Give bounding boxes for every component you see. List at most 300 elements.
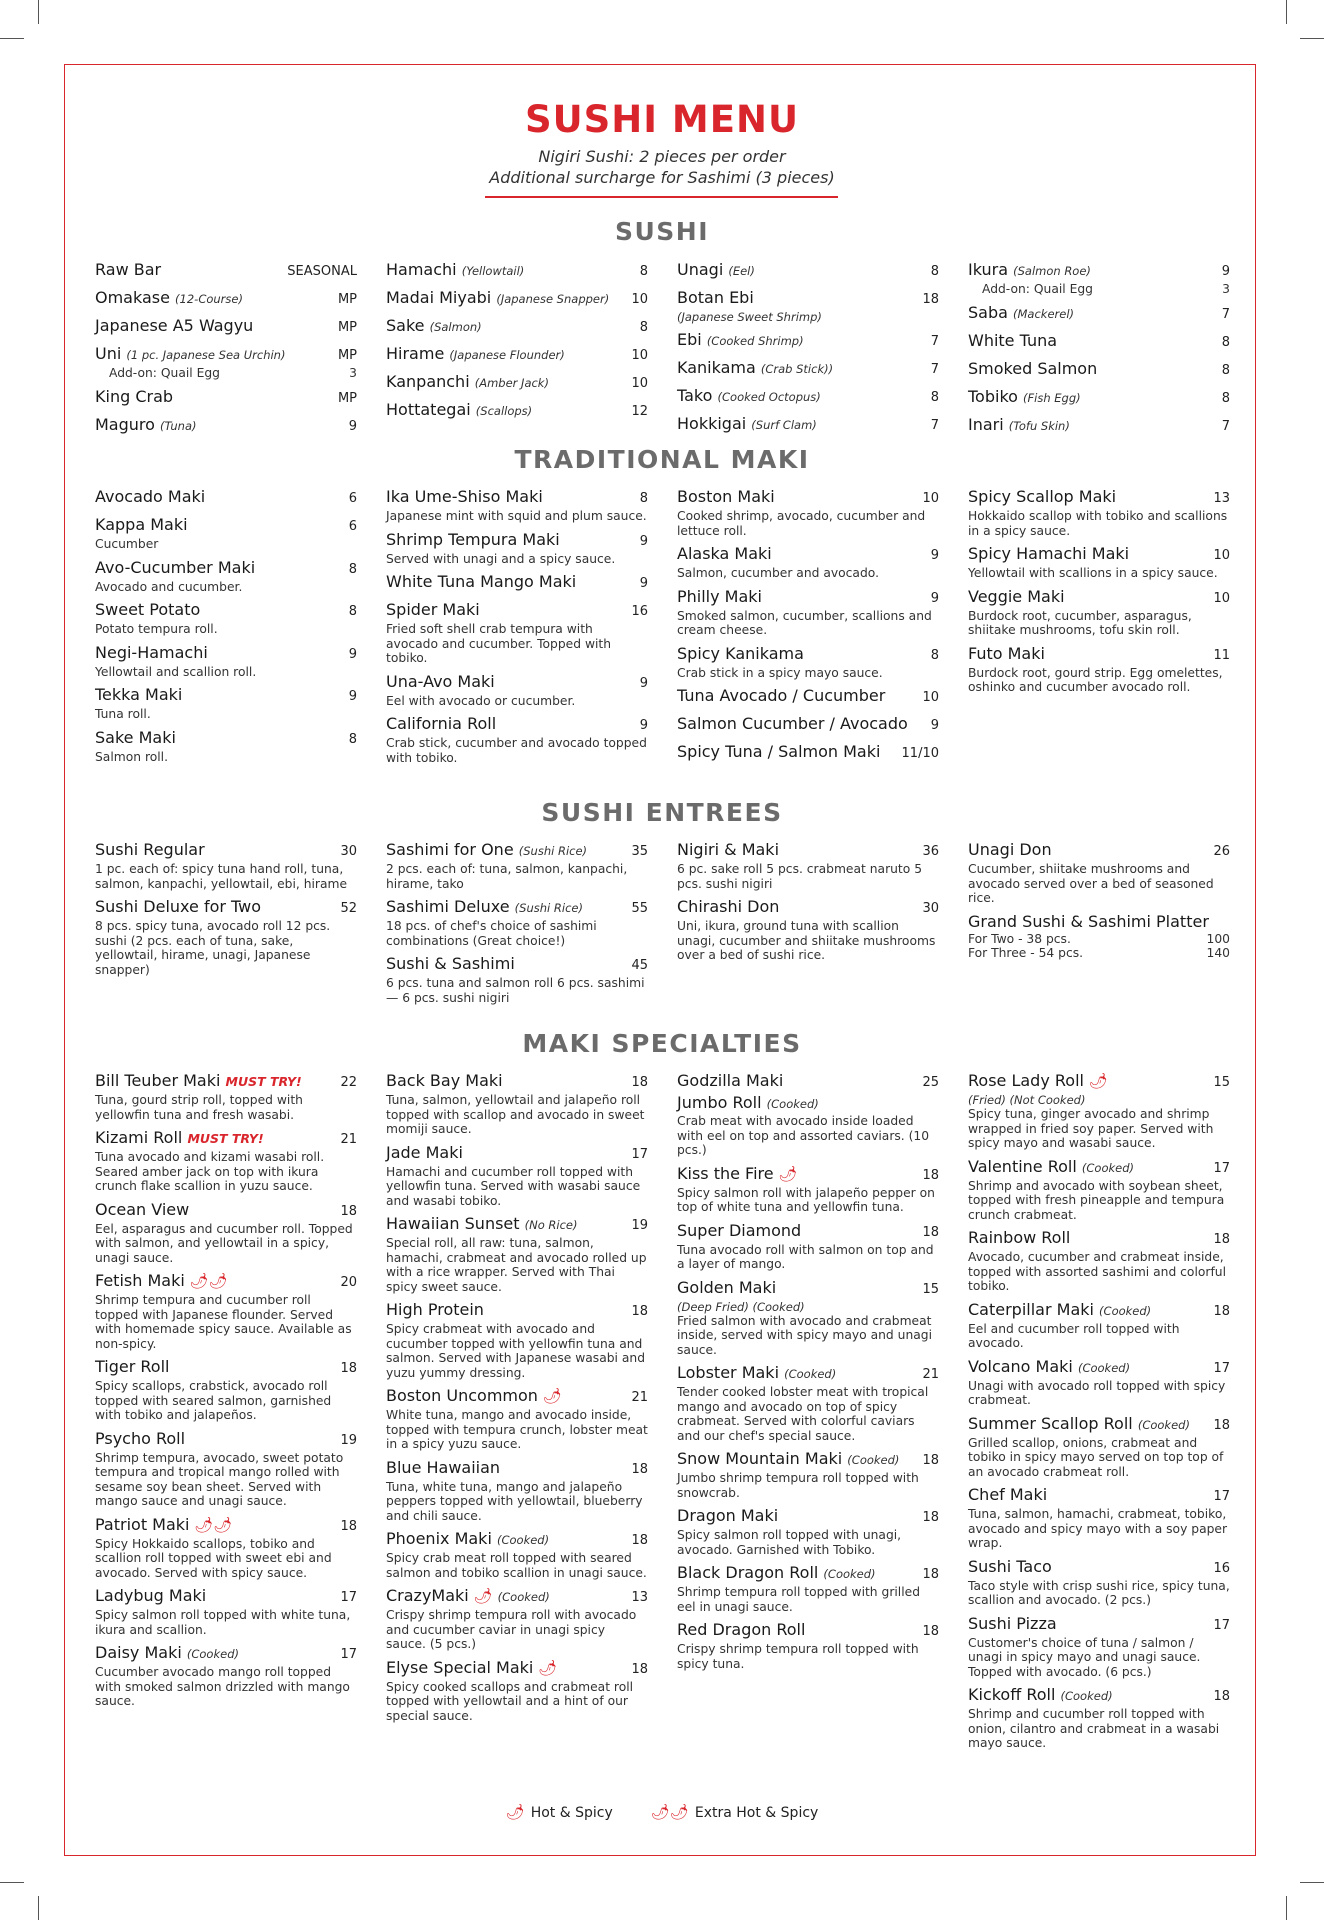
menu-item — [386, 344, 648, 366]
chili-pepper-icon: 🌶🌶 — [650, 1803, 689, 1821]
menu-item — [677, 1164, 939, 1215]
chili-pepper-icon: 🌶 — [468, 1587, 493, 1605]
menu-item — [677, 1620, 939, 1671]
menu-item-name: Hokkigai — [677, 414, 747, 433]
menu-item-row — [95, 387, 357, 409]
menu-item — [968, 1300, 1230, 1351]
chili-pepper-icon: 🌶🌶 — [189, 1515, 233, 1534]
menu-item-name: Rose Lady Roll — [968, 1071, 1084, 1090]
menu-item — [677, 714, 939, 736]
menu-item-row — [386, 1529, 648, 1551]
menu-item-name: Red Dragon Roll — [677, 1620, 806, 1639]
menu-item — [677, 330, 939, 352]
menu-item-price: 17 — [1213, 1360, 1230, 1376]
menu-item-price: 55 — [631, 901, 648, 916]
menu-item-note: (Cooked Octopus) — [717, 390, 821, 404]
menu-item-heading — [95, 344, 285, 365]
menu-item-heading — [95, 1515, 232, 1535]
menu-item-price: 30 — [922, 901, 939, 916]
menu-item-name: Back Bay Maki — [386, 1071, 503, 1090]
menu-item-description: Tuna avocado roll with salmon on top and a layer of mango. — [677, 1242, 934, 1271]
menu-item-row — [968, 387, 1230, 409]
menu-item-row — [677, 1221, 939, 1243]
menu-item-row — [677, 358, 939, 380]
menu-item-name: Black Dragon Roll — [677, 1563, 819, 1582]
menu-item-name: Spicy Tuna / Salmon Maki — [677, 742, 881, 761]
menu-item-row — [677, 644, 939, 666]
menu-item-description: 1 pc. each of: spicy tuna hand roll, tuna, salmon, kanpachi, yellowtail, ebi, hirame — [95, 862, 348, 891]
menu-item-price: 8 — [348, 731, 357, 747]
menu-item-note: (Fish Egg) — [1023, 390, 1081, 405]
menu-item-description: Tuna, gourd strip roll, topped with yellowfin tuna and fresh wasabi. — [95, 1093, 303, 1122]
menu-item-note: (Cooked) — [1077, 1360, 1131, 1375]
menu-item-name: Hottategai — [386, 400, 471, 419]
menu-item-heading — [968, 487, 1116, 507]
menu-item-row — [968, 587, 1230, 609]
menu-item-note: (Cooked) — [847, 1453, 900, 1467]
menu-item-price: 9 — [1221, 264, 1230, 279]
menu-item — [95, 728, 357, 765]
menu-item-name: Futo Maki — [968, 643, 1045, 663]
menu-item-heading — [677, 714, 908, 734]
menu-item-heading — [968, 415, 1070, 436]
menu-item — [95, 643, 357, 680]
menu-item-name: Spider Maki — [386, 600, 480, 619]
menu-item — [968, 1071, 1230, 1151]
menu-item-note: (Cooked) — [784, 1367, 837, 1381]
menu-item — [95, 487, 357, 509]
menu-item-heading — [677, 260, 755, 281]
menu-item-row — [386, 572, 648, 594]
menu-item-price: 8 — [639, 491, 648, 506]
addon-row — [95, 366, 357, 381]
menu-item-heading — [386, 400, 532, 421]
menu-item — [386, 288, 648, 310]
menu-item-name: Saba — [968, 302, 1008, 322]
menu-item-name: Golden Maki — [677, 1277, 777, 1297]
menu-item-note: (Scallops) — [475, 404, 533, 418]
specialties-column-4 — [968, 1071, 1230, 1757]
menu-item-heading — [677, 1278, 776, 1298]
menu-item-note: (Cooked) — [186, 1647, 239, 1661]
menu-item-heading — [677, 1363, 836, 1384]
menu-item-heading — [677, 414, 817, 435]
menu-item-name: Alaska Maki — [677, 544, 772, 563]
sushi-column-4 — [968, 260, 1230, 443]
menu-item — [677, 897, 939, 963]
menu-item — [677, 587, 939, 638]
menu-item-name: Jumbo Roll — [677, 1093, 762, 1112]
menu-item-heading — [95, 487, 205, 507]
menu-item-name: Ladybug Maki — [95, 1586, 207, 1605]
menu-item-row — [968, 544, 1230, 566]
menu-item-row — [968, 644, 1230, 666]
menu-item — [95, 897, 357, 977]
menu-item-heading — [968, 303, 1074, 324]
section-title-maki-specialties: MAKI SPECIALTIES — [522, 1029, 802, 1058]
menu-item-price: 18 — [922, 1510, 939, 1525]
menu-item — [968, 587, 1230, 638]
menu-item-name: Avocado Maki — [95, 487, 206, 506]
menu-item-price: 52 — [340, 901, 357, 916]
menu-item-heading — [677, 742, 880, 762]
menu-item-heading — [968, 644, 1045, 664]
menu-item — [677, 414, 939, 436]
menu-item-row — [968, 1228, 1230, 1250]
menu-item-name: Ika Ume-Shiso Maki — [386, 487, 543, 506]
menu-item-name: Sushi Regular — [95, 840, 205, 859]
menu-item — [677, 840, 939, 891]
menu-item-note: (Cooked) — [1099, 1303, 1152, 1318]
menu-item-price: 15 — [1213, 1075, 1230, 1090]
menu-item-description: Potato tempura roll. — [95, 622, 218, 636]
menu-item-row — [677, 1363, 939, 1385]
menu-item-heading — [386, 316, 482, 337]
menu-item-row — [677, 1164, 939, 1186]
menu-item-heading — [95, 1200, 189, 1220]
menu-item-price: 17 — [1213, 1617, 1230, 1633]
menu-item — [95, 260, 357, 282]
menu-item-name: Madai Miyabi — [386, 288, 492, 307]
menu-item-name: Nigiri & Maki — [677, 840, 780, 859]
menu-item-name: White Tuna Mango Maki — [386, 572, 577, 591]
menu-item-price: 18 — [1213, 1303, 1230, 1319]
menu-item — [677, 1506, 939, 1557]
menu-item-price: 9 — [348, 418, 357, 434]
menu-item — [95, 1271, 357, 1351]
menu-item — [968, 1485, 1230, 1551]
menu-item-price: 7 — [930, 334, 939, 349]
menu-item-name: Phoenix Maki — [386, 1529, 492, 1548]
menu-item-price: 8 — [1221, 390, 1230, 406]
menu-item-note: (Cooked Shrimp) — [706, 334, 804, 348]
menu-item-row — [95, 288, 357, 310]
addon-row — [968, 282, 1230, 297]
menu-item — [677, 1278, 939, 1358]
menu-item-heading — [677, 686, 885, 706]
menu-item-description: Uni, ikura, ground tuna with scallion unagi, cucumber and shiitake mushrooms over a bed of sushi rice. — [677, 919, 936, 962]
menu-item-note: (Amber Jack) — [474, 376, 549, 390]
menu-item-heading — [677, 330, 804, 351]
menu-item-name: Boston Uncommon — [386, 1386, 538, 1405]
menu-item-heading — [386, 897, 583, 918]
menu-item — [95, 1071, 357, 1122]
menu-item-heading — [677, 1164, 797, 1184]
platter-option-price: 100 — [1206, 931, 1230, 946]
menu-item-row — [677, 587, 939, 609]
menu-item-row — [677, 1620, 939, 1642]
menu-item-price: 8 — [348, 604, 357, 619]
menu-item-heading — [95, 260, 161, 280]
menu-item-row — [968, 260, 1230, 282]
menu-item-price: 7 — [1221, 306, 1230, 322]
menu-item-price: 8 — [348, 561, 357, 577]
menu-item-description: Crab stick, cucumber and avocado topped with tobiko. — [386, 736, 647, 765]
menu-item — [95, 685, 357, 722]
menu-item-price: 19 — [340, 1432, 357, 1448]
menu-item-heading — [968, 587, 1065, 607]
menu-item-row — [677, 1563, 939, 1585]
menu-item-price: MP — [337, 292, 357, 307]
menu-item-name: Jade Maki — [386, 1142, 463, 1162]
menu-item-note: (No Rice) — [524, 1218, 578, 1232]
menu-item-row — [677, 897, 939, 919]
menu-item-row — [968, 415, 1230, 437]
menu-item-heading — [968, 331, 1057, 351]
menu-item — [677, 544, 939, 581]
menu-item — [95, 344, 357, 381]
menu-item-heading — [386, 288, 609, 309]
menu-item-price: 45 — [631, 958, 648, 973]
menu-item-name: Avo-Cucumber Maki — [95, 557, 256, 577]
entrees-column-1 — [95, 840, 357, 983]
chili-pepper-icon: 🌶 — [533, 1658, 558, 1677]
crop-mark — [1300, 1882, 1324, 1883]
menu-item-price: 8 — [639, 264, 648, 279]
menu-item-heading — [968, 1414, 1190, 1435]
menu-item — [677, 1363, 939, 1443]
menu-item-heading — [95, 1586, 206, 1606]
menu-item-name: King Crab — [95, 386, 174, 406]
menu-item-price: 20 — [340, 1275, 357, 1290]
menu-item-name: High Protein — [386, 1300, 484, 1319]
platter-option — [968, 946, 1230, 961]
menu-item-description: Spicy scallops, crabstick, avocado roll topped with seared salmon, garnished with tobiko and jalapeños. — [95, 1379, 332, 1422]
menu-item — [386, 1214, 648, 1294]
menu-item-heading — [677, 544, 772, 564]
chili-pepper-icon: 🌶 — [537, 1387, 562, 1405]
menu-item-description: Shrimp tempura, avocado, sweet potato tempura and tropical mango rolled with sesame soy bean sheet. Served with mango sauce and unagi sauce. — [95, 1450, 344, 1508]
menu-item-row — [677, 714, 939, 736]
menu-item-heading — [95, 316, 253, 336]
menu-item-description: Grilled scallop, onions, crabmeat and tobiko in spicy mayo served on top top of an avocado crabmeat roll. — [968, 1435, 1224, 1479]
menu-item-row — [386, 316, 648, 338]
menu-item-price: 18 — [631, 1661, 648, 1677]
menu-item-price: 8 — [930, 390, 939, 405]
menu-item — [386, 1071, 648, 1137]
menu-item-row — [386, 897, 648, 919]
crop-mark — [0, 1882, 24, 1883]
menu-item-note: (Sushi Rice) — [518, 844, 588, 858]
menu-item-description: Tuna avocado and kizami wasabi roll. Seared amber jack on top with ikura crunch flake scallion in yuzu sauce. — [95, 1150, 325, 1193]
menu-item-price: 7 — [1221, 418, 1230, 434]
menu-item — [968, 487, 1230, 538]
menu-item — [386, 1586, 648, 1652]
menu-item-row — [95, 415, 357, 437]
menu-item-description: Taco style with crisp sushi rice, spicy tuna, scallion and avocado. (2 pcs.) — [968, 1578, 1230, 1607]
menu-item-row — [95, 344, 357, 366]
menu-item-heading — [95, 897, 261, 917]
menu-item — [968, 1414, 1230, 1480]
menu-item-row — [95, 1429, 357, 1451]
menu-item-row — [968, 359, 1230, 381]
menu-item-price: MP — [337, 348, 357, 363]
menu-item-row — [968, 1300, 1230, 1322]
menu-item — [95, 316, 357, 338]
menu-item-name: Raw Bar — [95, 260, 162, 279]
menu-item-price: 17 — [340, 1647, 357, 1662]
menu-item-heading — [677, 358, 833, 379]
menu-item-price: 22 — [340, 1075, 357, 1090]
menu-item-name: Kickoff Roll — [968, 1685, 1056, 1704]
menu-item-price: 6 — [348, 491, 357, 506]
menu-item-price: 9 — [930, 718, 939, 733]
menu-item-name: Volcano Maki — [968, 1356, 1073, 1376]
menu-item-note: (Yellowtail) — [461, 264, 525, 278]
crop-mark — [1286, 0, 1287, 24]
crop-mark — [38, 0, 39, 24]
menu-item-row — [677, 330, 939, 352]
menu-item-price: 9 — [930, 590, 939, 606]
menu-item-heading — [386, 344, 565, 365]
menu-item-price: 36 — [922, 844, 939, 859]
legend-extra-hot: 🌶🌶 Extra Hot & Spicy — [650, 1803, 819, 1821]
menu-item-row — [968, 912, 1230, 932]
menu-item-description: Japanese mint with squid and plum sauce. — [386, 509, 647, 523]
menu-item-heading — [95, 288, 243, 309]
menu-item — [386, 1386, 648, 1452]
menu-item-heading — [386, 572, 576, 592]
crop-mark — [1300, 38, 1324, 39]
chili-pepper-icon: 🌶 — [1083, 1072, 1108, 1090]
menu-item-price: 18 — [1213, 1232, 1230, 1247]
menu-item-heading — [677, 1071, 783, 1091]
menu-item-row — [386, 288, 648, 310]
menu-item-note: (1 pc. Japanese Sea Urchin) — [126, 348, 286, 362]
menu-item-note: (Crab Stick)) — [760, 362, 834, 376]
menu-item — [968, 1557, 1230, 1608]
menu-item-name: Shrimp Tempura Maki — [386, 529, 560, 549]
menu-item-row — [386, 1658, 648, 1680]
menu-item-heading — [95, 643, 208, 663]
menu-item-heading — [677, 840, 779, 860]
menu-item-price: 19 — [631, 1218, 648, 1233]
menu-item-heading — [386, 487, 543, 507]
menu-item-note: (Japanese Snapper) — [496, 292, 610, 306]
menu-item-row — [677, 288, 939, 310]
menu-item-row — [386, 1143, 648, 1165]
menu-item-description: 6 pcs. tuna and salmon roll 6 pcs. sashimi — 6 pcs. sushi nigiri — [386, 976, 645, 1005]
menu-item-row — [95, 1643, 357, 1665]
menu-item — [386, 600, 648, 666]
menu-item-description: Crispy shrimp tempura roll with avocado and cucumber caviar in unagi spicy sauce. (5 pcs.) — [386, 1608, 637, 1651]
menu-item-price: SEASONAL — [287, 264, 357, 279]
menu-item-description: Tuna, salmon, yellowtail and jalapeño roll topped with scallop and avocado in sweet momiji sauce. — [386, 1093, 645, 1136]
menu-item-note: (Cooked) — [1081, 1160, 1135, 1175]
menu-item-name: Godzilla Maki — [677, 1071, 784, 1090]
platter-option — [968, 932, 1230, 947]
menu-item-price: 35 — [631, 844, 648, 859]
menu-item-name: Sake — [386, 316, 425, 335]
menu-item — [386, 400, 648, 422]
menu-item — [677, 1221, 939, 1272]
menu-item — [95, 600, 357, 637]
menu-item-name: Sashimi for One — [386, 840, 514, 859]
menu-item-price: 12 — [631, 404, 648, 419]
menu-item-row — [968, 1071, 1230, 1093]
menu-item — [386, 1658, 648, 1724]
menu-item-name: Unagi Don — [968, 840, 1052, 859]
menu-item-row — [95, 487, 357, 509]
menu-item-price: 18 — [340, 1518, 357, 1534]
menu-item-name: Tobiko — [968, 386, 1018, 406]
menu-item-price: 18 — [631, 1533, 648, 1548]
menu-item-price: 10 — [631, 376, 648, 391]
menu-item-name: Bill Teuber Maki — [95, 1071, 221, 1090]
specialties-column-1 — [95, 1071, 357, 1715]
menu-item-price: 11/10 — [901, 746, 939, 761]
menu-item-row — [95, 1357, 357, 1379]
menu-item-name: Sushi & Sashimi — [386, 954, 515, 973]
menu-item-row — [95, 600, 357, 622]
menu-item-heading — [677, 386, 821, 407]
menu-item-heading — [386, 1214, 578, 1235]
menu-item-row — [968, 1685, 1230, 1707]
menu-item — [95, 1357, 357, 1423]
addon-label: Add-on: Quail Egg — [982, 282, 1093, 296]
menu-item-name: Snow Mountain Maki — [677, 1449, 843, 1468]
menu-item-description: Spicy crab meat roll topped with seared salmon and tobiko scallion in unagi sauce. — [386, 1551, 647, 1580]
menu-item-price: 9 — [930, 548, 939, 563]
menu-item-heading — [95, 840, 205, 860]
menu-item-price: 16 — [631, 604, 648, 619]
menu-item — [95, 1643, 357, 1709]
menu-item-description: Hamachi and cucumber roll topped with yellowfin tuna. Served with wasabi sauce and wasabi tobiko. — [386, 1164, 641, 1208]
menu-item-price: 8 — [930, 264, 939, 279]
menu-item-row — [968, 303, 1230, 325]
menu-item-row — [95, 1515, 357, 1537]
menu-item-row — [677, 487, 939, 509]
menu-item-description: Spicy salmon roll topped with unagi, avocado. Garnished with Tobiko. — [677, 1528, 902, 1557]
menu-item-price: 17 — [631, 1146, 648, 1162]
menu-item-description: Customer's choice of tuna / salmon / unagi in spicy mayo and unagi sauce. Topped with avocado. (6 pcs.) — [968, 1635, 1201, 1679]
menu-item-name: Psycho Roll — [95, 1428, 186, 1448]
menu-item-name: Kanikama — [677, 358, 756, 377]
menu-item-row — [386, 530, 648, 552]
menu-item-row — [386, 1071, 648, 1093]
subtitle-sashimi: Additional surcharge for Sashimi (3 pieces) — [489, 168, 835, 187]
menu-item-row — [95, 1071, 357, 1093]
menu-item-row — [677, 260, 939, 282]
menu-item-price: 9 — [639, 675, 648, 691]
menu-item-name: California Roll — [386, 714, 497, 733]
menu-item-name: Sake Maki — [95, 727, 176, 747]
menu-item-name: Negi-Hamachi — [95, 642, 208, 662]
menu-item-price: 18 — [922, 292, 939, 307]
menu-item-name: Uni — [95, 344, 122, 363]
menu-item-name: Hamachi — [386, 260, 457, 279]
menu-item-name: Kizami Roll — [95, 1128, 183, 1147]
menu-item — [968, 1357, 1230, 1408]
menu-item-heading — [95, 1128, 264, 1149]
menu-item-row — [95, 558, 357, 580]
entrees-column-2 — [386, 840, 648, 1011]
menu-item-heading — [95, 1071, 302, 1092]
menu-item-description: Shrimp and cucumber roll topped with onion, cilantro and crabmeat in a wasabi mayo sauce. — [968, 1707, 1220, 1750]
sushi-column-1 — [95, 260, 357, 443]
menu-item-heading — [677, 487, 775, 507]
menu-item-description: Avocado, cucumber and crabmeat inside, topped with assorted sashimi and colorful tobiko. — [968, 1250, 1226, 1293]
menu-item-name: Tiger Roll — [95, 1357, 170, 1376]
menu-item-price: 7 — [930, 362, 939, 377]
menu-item — [968, 1157, 1230, 1223]
menu-item-description: Avocado and cucumber. — [95, 579, 243, 594]
menu-item-row — [386, 487, 648, 509]
menu-item-description: Spicy salmon roll topped with white tuna, ikura and scallion. — [95, 1608, 351, 1637]
menu-item-price: 21 — [631, 1390, 648, 1405]
menu-item — [677, 288, 939, 324]
page-title: SUSHI MENU — [524, 98, 800, 141]
